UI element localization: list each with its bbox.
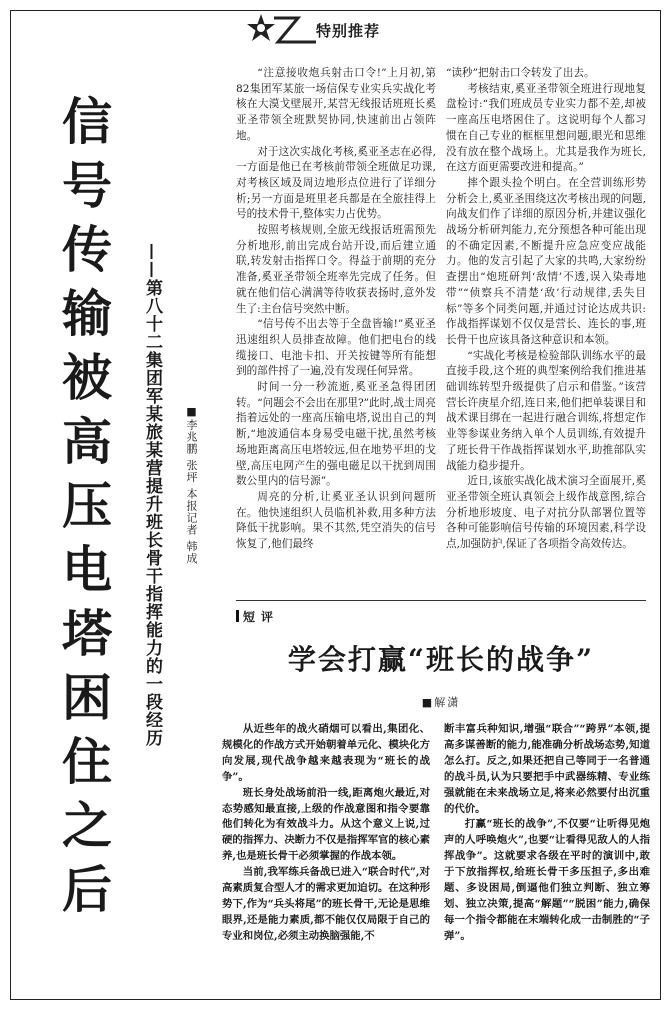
title-char: 高 — [62, 413, 112, 471]
paragraph: “信号传不出去等于全盘皆输!”奚亚圣迅速组织人员排查故障。他们把电台的线缆接口、电池卡扣、开关按键等所有能想到的部件捋了一遍,没有发现任何异常。 — [236, 318, 436, 378]
paragraph: 当前,我军练兵备战已进入“联合时代”,对高素质复合型人才的需求更加迫切。在这种形势下,作为“兵头将尾”的班长骨干,无论是思维眼界,还是能力素质,都不能仅仅局限于自己的专业和岗位,必须主动换脑强能,不 — [222, 866, 430, 942]
paragraph: 班长身处战场前沿一线,距离炮火最近,对态势感知最直接,上级的作战意图和指令要靠他们转化为有效战斗力。从这个意义上说,过硬的指挥力、决断力不仅是指挥军官的核心素养,也是班长骨干必须掌握的作战本领。 — [222, 786, 430, 863]
article-column-2 — [446, 66, 646, 596]
section-divider — [236, 600, 646, 601]
paragraph: 摔个跟头捡个明白。在全营训练形势分析会上,奚亚圣围绕这次考核出现的问题,向战友们作了详细的原因分析,并建议强化战场分析研判能力,充分预想各种可能出现的不确定因素,不断提升应急应变应战能力。他的发言引起了大家的共鸣,大家纷纷查摆出“炮班研判‘敌情’不透,误入染毒地带”“侦察兵不清楚‘敌’行动规律,丢失目标”等多个同类问题,并通过讨论达成共识:作战指挥谋划不仅仅是营长、连长的事,班长骨干也应该具备这种意识和本领。 — [446, 176, 646, 346]
paragraph: 周亮的分析,让奚亚圣认识到问题所在。他快速组织人员临机补救,用多种方法降低干扰影响。果不其然,凭空消失的信号恢复了,他们最终 — [236, 490, 436, 551]
title-char: 之 — [62, 797, 112, 855]
paragraph: 打赢“班长的战争”,不仅要“让听得见炮声的人呼唤炮火”,也要“让看得见敌人的人指挥战争”。这就要求各级在平时的演训中,敢于下放指挥权,给班长骨干多压担子,多出难题、多设困局,倒逼他们独立判断、独立筹划、独立决策,提高“解题”“脱困”能力,确保每一个指令都能在末端转化成一击制胜的“子弹”。 — [444, 818, 650, 942]
main-title — [52, 90, 122, 922]
paragraph: 近日,该旅实战化战术演习全面展开,奚亚圣带领全班认真领会上级作战意图,综合分析地形坡度、电子对抗分队部署位置等各种可能影响信号传输的环境因素,科学设点,加强防护,保证了各项指令高效传达。 — [446, 475, 646, 551]
title-char: 压 — [62, 477, 112, 535]
paragraph: 对于这次实战化考核,奚亚圣志在必得,一方面是他已在考核前带领全班做足功课,对考核区域及周边地形点位进行了详细分析;另一方面是班里老兵都是在全旅挂得上号的技术骨干,整体实力占优势。 — [236, 145, 436, 221]
subtitle: ——第八十二集团军某旅某营提升班长骨干指挥能力的一段经历 — [142, 243, 162, 747]
paragraph: “读秒”把射击口令转发了出去。 — [446, 67, 595, 79]
paragraph: 时间一分一秒流逝,奚亚圣急得团团转。“问题会不会出在那里?”此时,战士周亮指着远处的一座高压输电塔,说出自己的判断,“地波通信本身易受电磁干扰,虽然考核场地距离高压电塔较远,但在地势平坦的戈壁,高压电网产生的强电磁足以干扰到周围数公里内的信号源”。 — [236, 381, 436, 488]
section-banner — [238, 10, 661, 50]
paragraph: 断丰富兵种知识,增强“联合”“跨界”本领,提高多谋善断的能力,能准确分析战场态势,知道怎么打。反之,如果还把自己等同于一名普通的战斗员,认为只要把手中武器练精、专业练强就能在未来战场立足,将来必然要付出沉重的代价。 — [444, 723, 650, 815]
title-char: 住 — [62, 733, 112, 791]
comment-headline: 学会打赢“班长的战争” — [287, 643, 595, 676]
title-char: 塔 — [62, 605, 112, 663]
title-char: 电 — [62, 541, 112, 599]
paragraph: 按照考核规则,全旅无线报话班需预先分析地形,前出完成台站开设,而后建立通联,转发射击指挥口令。得益于前期的充分准备,奚亚圣带领全班率先完成了任务。但就在他们信心满满等待收获表扬时,意外发生了:主台信号突然中断。 — [236, 224, 436, 315]
title-char: 被 — [62, 349, 112, 407]
title-char: 后 — [62, 861, 112, 919]
article-column-1 — [236, 66, 436, 596]
title-char: 信 — [62, 93, 112, 151]
title-char: 号 — [62, 157, 112, 215]
comment-column-1 — [222, 722, 430, 992]
paragraph: “注意接收炮兵射击口令!”上月初,第82集团军某旅一场信保专业实兵实战化考核在大漠戈壁展开,某营无线报话班班长奚亚圣带领全班默契协同,快速前出占领阵地。 — [236, 67, 436, 142]
paragraph: 考核结束,奚亚圣带领全班进行现地复盘检讨:“我们班成员专业实力都不差,却被一座高压电塔困住了。这说明每个人都习惯在自己专业的框框里想问题,眼光和思维没有放在整个战场上。尤其是我作为班长,在这方面更需要改进和提高。” — [446, 82, 646, 174]
title-char: 输 — [62, 285, 112, 343]
comment-column-2 — [444, 722, 650, 992]
paragraph: “实战化考核是检验部队训练水平的最直接手段,这个班的典型案例给我们推进基础训练转型升级提供了启示和借鉴。”该营营长许庚星介绍,连日来,他们把单装课目和战术课目绑在一起进行融合训练,将想定作业等参谋业务纳入单个人员训练,有效提升了班长骨干作战指挥谋划水平,助推部队实战能力稳步提升。 — [446, 349, 646, 472]
paragraph: 从近些年的战火硝烟可以看出,集团化、规模化的作战方式开始朝着单元化、模块化方向发展,现代战争越来越表现为“班长的战争”。 — [222, 723, 430, 783]
section-label: 特别推荐 — [316, 22, 381, 40]
comment-byline: ■解潇 — [421, 696, 461, 709]
comment-tag: 短评 — [236, 608, 279, 625]
title-char: 困 — [62, 669, 112, 727]
title-char: 传 — [62, 221, 112, 279]
article-byline: ■李兆鹏 张坪 本报记者 韩成 — [185, 405, 198, 565]
